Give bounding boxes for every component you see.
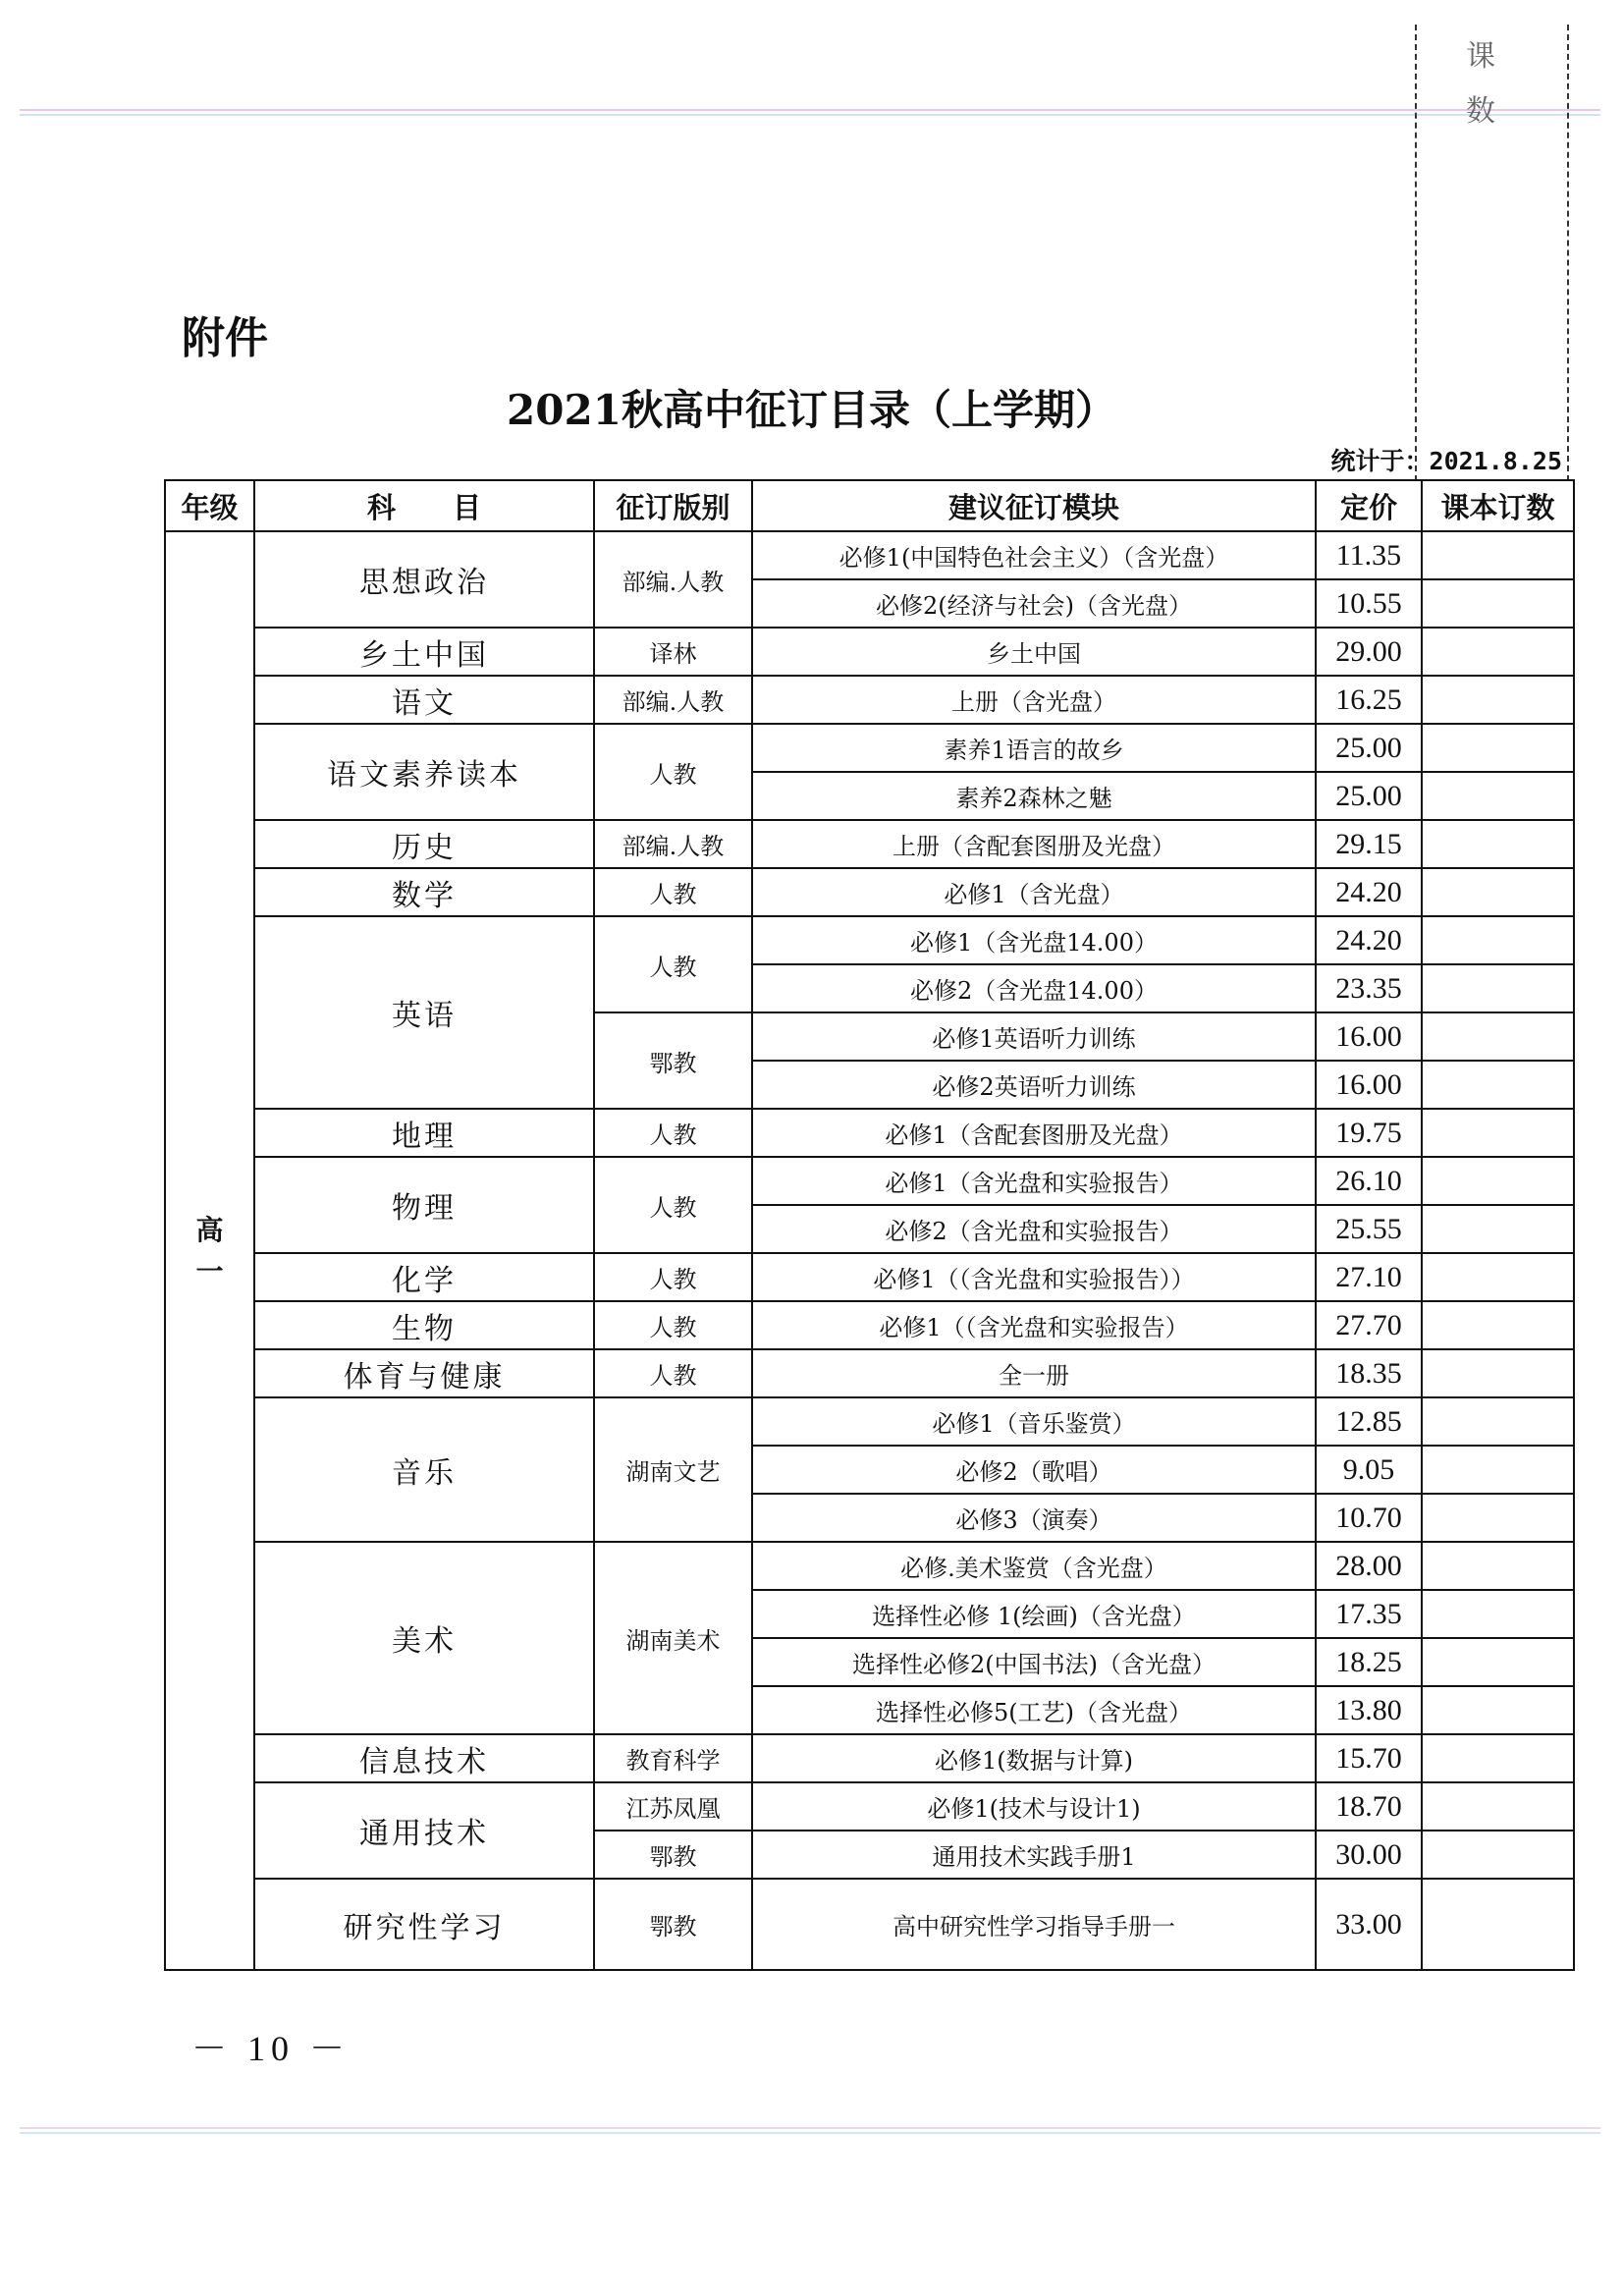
price-cell: 25.00 [1316, 772, 1422, 820]
price-cell: 19.75 [1316, 1109, 1422, 1157]
subject-cell: 体育与健康 [254, 1349, 594, 1397]
price-cell: 29.15 [1316, 820, 1422, 868]
subject-cell: 美术 [254, 1542, 594, 1734]
price-cell: 10.70 [1316, 1494, 1422, 1542]
publisher-cell: 湖南文艺 [594, 1397, 752, 1542]
price-cell: 16.00 [1316, 1012, 1422, 1061]
price-cell: 30.00 [1316, 1831, 1422, 1879]
scan-line [20, 109, 1600, 111]
price-cell: 15.70 [1316, 1734, 1422, 1782]
quantity-cell[interactable] [1422, 628, 1574, 676]
module-cell: 必修2英语听力训练 [752, 1061, 1316, 1109]
subject-cell: 通用技术 [254, 1782, 594, 1879]
publisher-cell: 人教 [594, 1253, 752, 1301]
header-publisher: 征订版别 [594, 480, 752, 531]
quantity-cell[interactable] [1422, 1782, 1574, 1831]
publisher-cell: 人教 [594, 1157, 752, 1253]
quantity-cell[interactable] [1422, 964, 1574, 1012]
module-cell: 素养2森林之魅 [752, 772, 1316, 820]
module-cell: 上册（含光盘） [752, 676, 1316, 724]
publisher-cell: 鄂教 [594, 1831, 752, 1879]
page-title: 2021秋高中征订目录（上学期） [507, 386, 1116, 434]
module-cell: 必修1(数据与计算) [752, 1734, 1316, 1782]
module-cell: 必修1（含光盘和实验报告） [752, 1157, 1316, 1205]
publisher-cell: 教育科学 [594, 1734, 752, 1782]
publisher-cell: 人教 [594, 868, 752, 916]
module-cell: 必修1（含光盘） [752, 868, 1316, 916]
header-subject: 科 目 [254, 480, 594, 531]
module-cell: 必修2(经济与社会)（含光盘） [752, 579, 1316, 628]
price-cell: 10.55 [1316, 579, 1422, 628]
module-cell: 必修1（（含光盘和实验报告） [752, 1301, 1316, 1349]
module-cell: 必修1(技术与设计1) [752, 1782, 1316, 1831]
module-cell: 必修1（音乐鉴赏） [752, 1397, 1316, 1446]
subject-cell: 物理 [254, 1157, 594, 1253]
stat-label: 统计于： [1330, 447, 1430, 475]
publisher-cell: 人教 [594, 1301, 752, 1349]
quantity-cell[interactable] [1422, 1205, 1574, 1253]
module-cell: 全一册 [752, 1349, 1316, 1397]
scan-line [20, 2132, 1600, 2134]
module-cell: 必修1(中国特色社会主义）（含光盘） [752, 531, 1316, 579]
publisher-cell: 湖南美术 [594, 1542, 752, 1734]
subject-cell: 生物 [254, 1301, 594, 1349]
scan-line [20, 2127, 1600, 2129]
publisher-cell: 部编.人教 [594, 531, 752, 628]
table-row [165, 724, 1574, 772]
scan-line [20, 114, 1600, 116]
publisher-cell: 译林 [594, 628, 752, 676]
module-cell: 选择性必修 1(绘画)（含光盘） [752, 1590, 1316, 1638]
publisher-cell: 人教 [594, 1349, 752, 1397]
table-row [165, 1301, 1574, 1349]
publisher-cell: 人教 [594, 916, 752, 1012]
publisher-cell: 人教 [594, 724, 752, 820]
header-module: 建议征订模块 [752, 480, 1316, 531]
price-cell: 13.80 [1316, 1686, 1422, 1734]
module-cell: 必修2（歌唱） [752, 1446, 1316, 1494]
quantity-cell[interactable] [1422, 1638, 1574, 1686]
table-row [165, 820, 1574, 868]
price-cell: 12.85 [1316, 1397, 1422, 1446]
quantity-cell[interactable] [1422, 676, 1574, 724]
quantity-cell[interactable] [1422, 1157, 1574, 1205]
quantity-cell[interactable] [1422, 531, 1574, 579]
price-cell: 28.00 [1316, 1542, 1422, 1590]
subject-cell: 语文素养读本 [254, 724, 594, 820]
price-cell: 18.25 [1316, 1638, 1422, 1686]
table-row [165, 1397, 1574, 1446]
table-row [165, 628, 1574, 676]
subject-cell: 思想政治 [254, 531, 594, 628]
module-cell: 乡土中国 [752, 628, 1316, 676]
quantity-cell[interactable] [1422, 1879, 1574, 1970]
table-row [165, 916, 1574, 964]
price-cell: 26.10 [1316, 1157, 1422, 1205]
publisher-cell: 鄂教 [594, 1012, 752, 1109]
publisher-cell: 鄂教 [594, 1879, 752, 1970]
module-cell: 必修1（含配套图册及光盘） [752, 1109, 1316, 1157]
module-cell: 通用技术实践手册1 [752, 1831, 1316, 1879]
module-cell: 选择性必修2(中国书法)（含光盘） [752, 1638, 1316, 1686]
module-cell: 必修2（含光盘14.00） [752, 964, 1316, 1012]
subject-cell: 音乐 [254, 1397, 594, 1542]
table-row [165, 1253, 1574, 1301]
module-cell: 选择性必修5(工艺)（含光盘） [752, 1686, 1316, 1734]
subject-cell: 信息技术 [254, 1734, 594, 1782]
table-row [165, 1157, 1574, 1205]
price-cell: 25.00 [1316, 724, 1422, 772]
header-price: 定价 [1316, 480, 1422, 531]
quantity-cell[interactable] [1422, 1446, 1574, 1494]
table-row [165, 1349, 1574, 1397]
table-row [165, 531, 1574, 579]
module-cell: 必修1英语听力训练 [752, 1012, 1316, 1061]
quantity-cell[interactable] [1422, 1686, 1574, 1734]
subject-cell: 地理 [254, 1109, 594, 1157]
subject-cell: 研究性学习 [254, 1879, 594, 1970]
quantity-cell[interactable] [1422, 916, 1574, 964]
publisher-cell: 人教 [594, 1109, 752, 1157]
module-cell: 上册（含配套图册及光盘） [752, 820, 1316, 868]
quantity-cell[interactable] [1422, 1734, 1574, 1782]
price-cell: 9.05 [1316, 1446, 1422, 1494]
module-cell: 必修1（含光盘14.00） [752, 916, 1316, 964]
subject-cell: 乡土中国 [254, 628, 594, 676]
header-grade: 年级 [165, 480, 254, 531]
table-row [165, 1734, 1574, 1782]
subject-cell: 历史 [254, 820, 594, 868]
grade-cell: 高 一 [165, 531, 254, 1970]
quantity-cell[interactable] [1422, 1061, 1574, 1109]
module-cell: 必修.美术鉴赏（含光盘） [752, 1542, 1316, 1590]
price-cell: 27.10 [1316, 1253, 1422, 1301]
quantity-cell[interactable] [1422, 1831, 1574, 1879]
quantity-cell[interactable] [1422, 1542, 1574, 1590]
quantity-cell[interactable] [1422, 1012, 1574, 1061]
price-cell: 23.35 [1316, 964, 1422, 1012]
module-cell: 必修2（含光盘和实验报告） [752, 1205, 1316, 1253]
module-cell: 素养1语言的故乡 [752, 724, 1316, 772]
subject-cell: 英语 [254, 916, 594, 1109]
table-row [165, 1782, 1574, 1831]
quantity-cell[interactable] [1422, 1109, 1574, 1157]
quantity-cell[interactable] [1422, 1590, 1574, 1638]
quantity-cell[interactable] [1422, 724, 1574, 772]
price-cell: 16.25 [1316, 676, 1422, 724]
quantity-cell[interactable] [1422, 868, 1574, 916]
quantity-cell[interactable] [1422, 820, 1574, 868]
table-row [165, 868, 1574, 916]
table-row [165, 676, 1574, 724]
price-cell: 18.35 [1316, 1349, 1422, 1397]
table-row [165, 1879, 1574, 1970]
quantity-cell[interactable] [1422, 579, 1574, 628]
quantity-cell[interactable] [1422, 1494, 1574, 1542]
publisher-cell: 江苏凤凰 [594, 1782, 752, 1831]
corner-stamp: 课 数 [1466, 39, 1523, 129]
stat-date: 2021.8.25 [1429, 447, 1562, 475]
module-cell: 必修1（（含光盘和实验报告）） [752, 1253, 1316, 1301]
order-table [164, 479, 1575, 1971]
table-row [165, 1542, 1574, 1590]
quantity-cell[interactable] [1422, 772, 1574, 820]
module-cell: 必修3（演奏） [752, 1494, 1316, 1542]
publisher-cell: 部编.人教 [594, 820, 752, 868]
price-cell: 16.00 [1316, 1061, 1422, 1109]
price-cell: 11.35 [1316, 531, 1422, 579]
quantity-cell[interactable] [1422, 1349, 1574, 1397]
price-cell: 24.20 [1316, 916, 1422, 964]
page-number: － 10 － [191, 2029, 352, 2068]
price-cell: 33.00 [1316, 1879, 1422, 1970]
price-cell: 25.55 [1316, 1205, 1422, 1253]
price-cell: 24.20 [1316, 868, 1422, 916]
price-cell: 29.00 [1316, 628, 1422, 676]
header-quantity: 课本订数 [1422, 480, 1574, 531]
publisher-cell: 部编.人教 [594, 676, 752, 724]
quantity-cell[interactable] [1422, 1253, 1574, 1301]
subject-cell: 化学 [254, 1253, 594, 1301]
subject-cell: 语文 [254, 676, 594, 724]
quantity-cell[interactable] [1422, 1301, 1574, 1349]
table-header-row [165, 480, 1574, 531]
price-cell: 27.70 [1316, 1301, 1422, 1349]
table-row [165, 1109, 1574, 1157]
quantity-cell[interactable] [1422, 1397, 1574, 1446]
subject-cell: 数学 [254, 868, 594, 916]
stat-date-line [1331, 442, 1562, 477]
module-cell: 高中研究性学习指导手册一 [752, 1879, 1316, 1970]
price-cell: 17.35 [1316, 1590, 1422, 1638]
price-cell: 18.70 [1316, 1782, 1422, 1831]
attachment-label: 附件 [182, 313, 268, 363]
